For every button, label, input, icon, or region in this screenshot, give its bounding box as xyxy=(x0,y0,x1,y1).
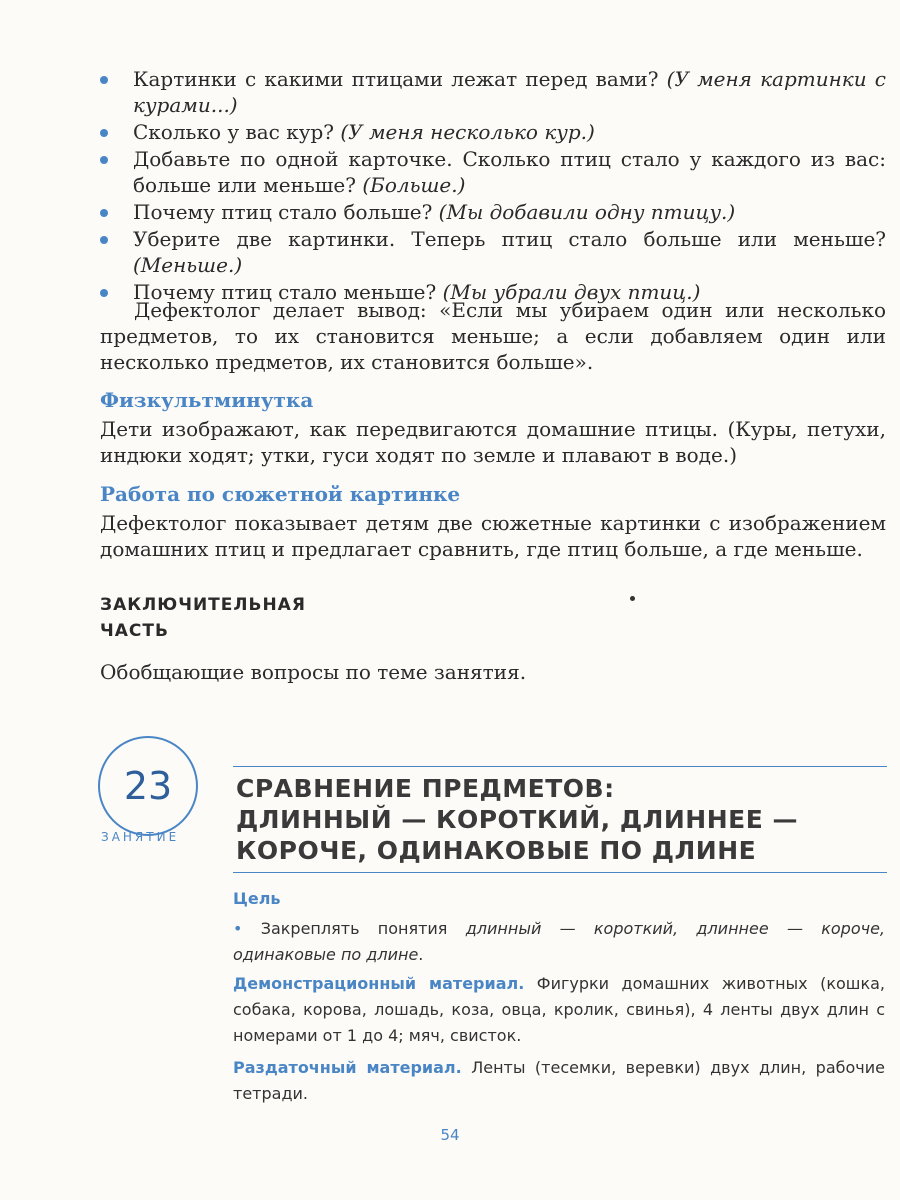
answer-text: (Мы добавили одну птицу.) xyxy=(438,200,736,224)
final-part-text: Обобщающие вопросы по теме занятия. xyxy=(100,660,527,684)
answer-text: (Меньше.) xyxy=(133,253,243,277)
handout-material xyxy=(233,1055,885,1107)
dialogue-list xyxy=(100,66,886,306)
bullet-icon xyxy=(100,76,108,84)
bullet-icon xyxy=(100,236,108,244)
question-text: Почему птиц стало меньше? xyxy=(133,280,437,304)
dialogue-item xyxy=(100,146,886,198)
answer-text: (У меня несколько кур.) xyxy=(340,120,595,144)
fizkult-heading: Физкультминутка xyxy=(100,388,314,412)
bullet-icon xyxy=(100,129,108,137)
dialogue-item xyxy=(100,226,886,278)
dialogue-item xyxy=(100,199,886,225)
answer-text: (Мы убрали двух птиц.) xyxy=(442,280,701,304)
goal-suffix: . xyxy=(418,945,424,964)
fizkult-text: Дети изображают, как передвигаются домашние птицы. (Куры, петухи, индюки ходят; утки, гуси ходят по земле и плавают в воде.) xyxy=(100,417,886,467)
question-text: Сколько у вас кур? xyxy=(133,120,334,144)
page-number: 54 xyxy=(440,1126,460,1144)
question-text: Картинки с какими птицами лежат перед вами? xyxy=(133,67,659,91)
question-text: Уберите две картинки. Теперь птиц стало больше или меньше? xyxy=(133,227,886,251)
title-divider-bottom xyxy=(233,872,887,873)
goal-text xyxy=(233,916,885,968)
bullet-icon xyxy=(100,156,108,164)
answer-text: (Больше.) xyxy=(362,173,466,197)
goal-concepts: длинный — короткий, длиннее — короче, одинаковые по длине xyxy=(233,919,885,964)
conclusion-paragraph: Дефектолог делает вывод: «Если мы убираем один или несколько предметов, то их становится меньше; а если добавляем один или несколько предметов, их становится больше». xyxy=(100,298,886,374)
answer-text: (У меня картинки с курами...) xyxy=(133,67,886,117)
final-part-heading-line: ЗАКЛЮЧИТЕЛЬНАЯ xyxy=(100,595,306,615)
lesson-number-badge: 23 xyxy=(98,736,198,836)
final-part-heading xyxy=(100,592,306,644)
question-text: Почему птиц стало больше? xyxy=(133,200,433,224)
dialogue-item xyxy=(100,119,886,145)
lesson-label: ЗАНЯТИЕ xyxy=(101,830,180,844)
plot-work-text: Дефектолог показывает детям две сюжетные картинки с изображением домашних птиц и предлагает сравнить, где птиц больше, а где меньше. xyxy=(100,511,886,561)
goal-label: Цель xyxy=(233,889,281,908)
bullet-icon xyxy=(100,209,108,217)
demo-material-text: Фигурки домашних животных (кошка, собака, корова, лошадь, коза, овца, кролик, свинья), 4 ленты двух длин с номерами от 1 до 4; мяч, свисток. xyxy=(233,974,885,1045)
bullet-icon xyxy=(100,289,108,297)
dialogue-item xyxy=(100,66,886,118)
demo-material xyxy=(233,971,885,1049)
plot-work-heading: Работа по сюжетной картинке xyxy=(100,482,461,506)
title-divider-top xyxy=(233,766,887,767)
lesson-title-line: КОРОЧЕ, ОДИНАКОВЫЕ ПО ДЛИНЕ xyxy=(236,836,757,865)
lesson-title-line: ДЛИННЫЙ — КОРОТКИЙ, ДЛИННЕЕ — xyxy=(236,805,798,834)
final-part-heading-line: ЧАСТЬ xyxy=(100,621,169,641)
lesson-title xyxy=(236,773,886,866)
goal-prefix: Закреплять понятия xyxy=(260,919,466,938)
handout-material-text: Ленты (тесемки, веревки) двух длин, рабочие тетради. xyxy=(233,1058,885,1103)
demo-material-label: Демонстрационный материал. xyxy=(233,974,525,993)
question-text: Добавьте по одной карточке. Сколько птиц стало у каждого из вас: больше или меньше? xyxy=(133,147,886,197)
bullet-icon: • xyxy=(233,919,243,938)
lesson-title-line: СРАВНЕНИЕ ПРЕДМЕТОВ: xyxy=(236,774,615,803)
print-speck xyxy=(630,596,635,601)
handout-material-label: Раздаточный материал. xyxy=(233,1058,462,1077)
